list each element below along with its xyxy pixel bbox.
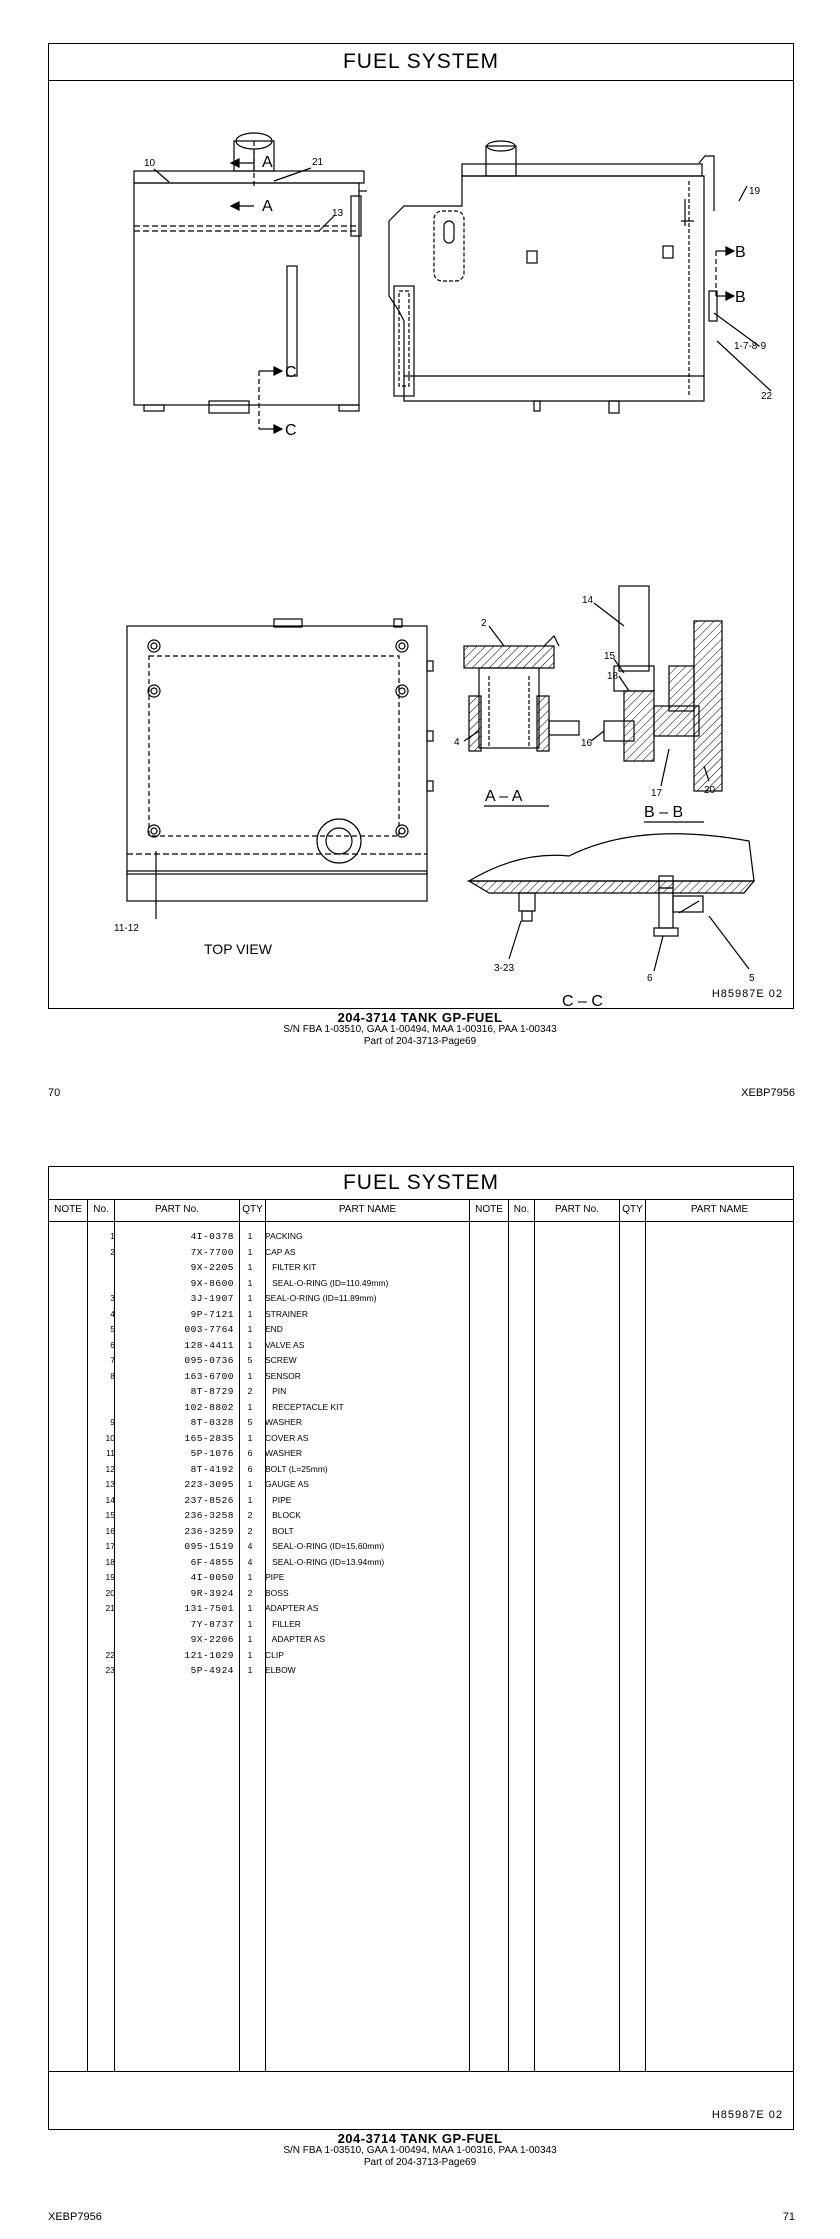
caption-title: 204-3714 TANK GP-FUEL [337, 1010, 503, 1025]
column-divider [534, 1199, 535, 2071]
part-name: SENSOR [265, 1370, 301, 1381]
callout-18: 18 [607, 671, 619, 682]
part-name: GAUGE AS [265, 1479, 309, 1489]
callout-15: 15 [604, 651, 616, 662]
part-number-index: 3 [110, 1293, 115, 1303]
part-name: FILTER KIT [265, 1262, 317, 1272]
top-view-label: TOP VIEW [204, 941, 272, 957]
figure-number: H85987E 02 [711, 988, 783, 1000]
table-row [49, 1508, 469, 1524]
col-qty: QTY [242, 1204, 263, 1215]
part-name: CLIP [265, 1649, 284, 1660]
part-name: PACKING [265, 1231, 303, 1241]
quantity: 1 [247, 1262, 253, 1272]
part-name: BOLT [265, 1525, 294, 1536]
table-row [49, 1338, 469, 1354]
part-number: 003-7764 [184, 1324, 234, 1335]
part-number: 165-2835 [184, 1432, 234, 1444]
part-number-index: 23 [105, 1665, 115, 1675]
callout-19: 19 [749, 186, 761, 197]
part-number: 236-3258 [184, 1510, 234, 1521]
section-label-c-c: C – C [562, 993, 603, 1009]
quantity: 1 [247, 1246, 253, 1257]
section-marker-c-bottom: C [285, 422, 297, 439]
part-name: ELBOW [265, 1665, 296, 1675]
fuel-tank-illustration [49, 81, 792, 1009]
part-number: 095-1519 [184, 1541, 234, 1552]
part-number-index: 18 [105, 1556, 115, 1567]
quantity: 1 [247, 1494, 253, 1505]
table-row [49, 1446, 469, 1462]
callout-1-7-8-9: 1-7-8-9 [734, 341, 767, 352]
quantity: 2 [247, 1510, 253, 1520]
callout-11-12: 11-12 [114, 923, 139, 934]
quantity: 2 [247, 1525, 253, 1536]
part-name: STRAINER [265, 1308, 308, 1319]
part-number-index: 2 [110, 1246, 115, 1257]
part-number-index: 7 [110, 1355, 115, 1365]
table-row [49, 1400, 469, 1416]
page-number-left: 70 [48, 1087, 61, 1099]
callout-17: 17 [651, 788, 663, 799]
parts-list-title: FUEL SYSTEM [49, 1167, 793, 1200]
part-number: 163-6700 [184, 1370, 234, 1382]
table-row [49, 1431, 469, 1447]
part-number-index: 6 [110, 1339, 115, 1350]
callout-6: 6 [647, 973, 653, 984]
quantity: 2 [247, 1587, 253, 1598]
part-number-index: 4 [110, 1308, 115, 1319]
table-row [49, 1276, 469, 1292]
quantity: 1 [247, 1618, 253, 1629]
table-row [49, 1384, 469, 1400]
quantity: 4 [247, 1541, 253, 1551]
column-divider [619, 1199, 620, 2071]
table-row [49, 1493, 469, 1509]
quantity: 1 [247, 1231, 253, 1241]
callout-20: 20 [704, 785, 716, 796]
caption-part-of: Part of 204-3713-Page69 [363, 1036, 477, 1047]
quantity: 1 [247, 1479, 253, 1489]
part-number-index: 1 [110, 1231, 115, 1241]
table-row [49, 1663, 469, 1679]
part-name: PIPE [265, 1494, 292, 1505]
part-number: 128-4411 [184, 1339, 234, 1351]
part-name: WASHER [265, 1417, 302, 1427]
document-code-left: XEBP7956 [48, 2211, 102, 2223]
part-number-index: 12 [105, 1463, 115, 1474]
table-row [49, 1307, 469, 1323]
part-name: BOLT (L=25mm) [265, 1463, 328, 1474]
quantity: 4 [247, 1556, 253, 1567]
caption-serial-2: S/N FBA 1-03510, GAA 1-00494, MAA 1-00316, PAA 1-00343 [283, 2145, 557, 2156]
quantity: 1 [247, 1308, 253, 1319]
table-row [49, 1648, 469, 1664]
part-name: BLOCK [265, 1510, 301, 1520]
part-name: SCREW [265, 1355, 297, 1365]
part-number-index: 9 [110, 1417, 115, 1427]
part-number-index: 8 [110, 1370, 115, 1381]
part-name: WASHER [265, 1448, 302, 1458]
part-number-index: 16 [105, 1525, 115, 1536]
quantity: 1 [247, 1572, 253, 1582]
parts-table-header [49, 1199, 793, 1222]
quantity: 1 [247, 1649, 253, 1660]
table-row [49, 1586, 469, 1602]
part-number: 4I-0050 [190, 1572, 234, 1583]
part-name: BOSS [265, 1587, 289, 1598]
part-name: PIPE [265, 1572, 285, 1582]
section-marker-b-top: B [735, 244, 746, 261]
section-marker-c-top: C [285, 364, 297, 381]
callout-4: 4 [454, 737, 460, 748]
caption-serial: S/N FBA 1-03510, GAA 1-00494, MAA 1-00316, PAA 1-00343 [283, 1024, 557, 1035]
col-part-no: PART No. [155, 1204, 199, 1215]
col-no: No. [93, 1204, 109, 1215]
quantity: 1 [247, 1324, 253, 1334]
page2-caption [0, 2133, 840, 2169]
col-part-name: PART NAME [338, 1204, 397, 1215]
callout-22: 22 [761, 391, 773, 402]
part-number: 9R-3924 [190, 1587, 234, 1599]
part-name: FILLER [265, 1618, 301, 1629]
part-number: 5P-4924 [190, 1665, 234, 1676]
table-row [49, 1369, 469, 1385]
col-part-no-2: PART No. [555, 1204, 599, 1215]
part-number: 9X-2205 [190, 1262, 234, 1273]
caption-title-2: 204-3714 TANK GP-FUEL [337, 2131, 503, 2146]
quantity: 1 [247, 1339, 253, 1350]
part-number: 9P-7121 [190, 1308, 234, 1320]
part-name: SEAL-O-RING (ID=11.89mm) [265, 1293, 377, 1303]
part-number-index: 10 [105, 1432, 115, 1443]
part-name: SEAL-O-RING (ID=15.60mm) [265, 1541, 385, 1551]
callout-21: 21 [312, 157, 324, 168]
part-number-index: 15 [105, 1510, 115, 1520]
part-number: 102-8802 [184, 1401, 234, 1413]
page-number-right: 71 [782, 2211, 795, 2223]
part-number: 8T-0328 [190, 1417, 234, 1428]
page-title: FUEL SYSTEM [49, 44, 793, 81]
callout-3-23: 3-23 [494, 963, 515, 974]
table-row [49, 1539, 469, 1555]
part-number: 8T-4192 [190, 1463, 234, 1475]
table-row [49, 1322, 469, 1338]
parts-list-page-frame [48, 1166, 794, 2130]
part-number-index: 19 [105, 1572, 115, 1582]
part-name: VALVE AS [265, 1339, 305, 1350]
page1-caption [0, 1012, 840, 1048]
part-number: 223-3095 [184, 1479, 234, 1490]
parts-figure-number: H85987E 02 [711, 2109, 783, 2121]
table-row [49, 1260, 469, 1276]
part-number: 3J-1907 [190, 1293, 234, 1304]
quantity: 1 [247, 1603, 253, 1613]
part-number: 236-3259 [184, 1525, 234, 1537]
part-number-index: 13 [105, 1479, 115, 1489]
table-row [49, 1415, 469, 1431]
illustration-page-frame [48, 43, 794, 1009]
quantity: 1 [247, 1401, 253, 1412]
part-number-index: 5 [110, 1324, 115, 1334]
section-marker-b-bottom: B [735, 289, 746, 306]
quantity: 1 [247, 1277, 253, 1288]
part-name: ADAPTER AS [265, 1603, 319, 1613]
part-number: 237-8526 [184, 1494, 234, 1506]
table-row [49, 1524, 469, 1540]
section-label-a-a: A – A [485, 788, 523, 805]
callout-14: 14 [582, 595, 594, 606]
column-divider [645, 1199, 646, 2071]
part-number-index: 20 [105, 1587, 115, 1598]
table-row [49, 1555, 469, 1571]
part-name: ADAPTER AS [265, 1634, 325, 1644]
table-bottom-rule [49, 2071, 793, 2072]
document-code-right: XEBP7956 [741, 1087, 795, 1099]
quantity: 1 [247, 1432, 253, 1443]
table-row [49, 1353, 469, 1369]
table-row [49, 1462, 469, 1478]
part-number: 121-1029 [184, 1649, 234, 1661]
section-label-b-b: B – B [644, 804, 684, 821]
part-number: 5P-1076 [190, 1448, 234, 1459]
quantity: 1 [247, 1634, 253, 1644]
part-number: 9X-2206 [190, 1634, 234, 1645]
quantity: 2 [247, 1386, 253, 1396]
callout-13: 13 [332, 208, 344, 219]
part-number-index: 14 [105, 1494, 115, 1505]
part-name: SEAL-O-RING (ID=13.94mm) [265, 1556, 385, 1567]
part-number: 8T-8729 [190, 1386, 234, 1397]
quantity: 1 [247, 1665, 253, 1675]
col-part-name-2: PART NAME [690, 1204, 749, 1215]
quantity: 1 [247, 1293, 253, 1303]
table-row [49, 1245, 469, 1261]
part-number-index: 21 [105, 1603, 115, 1613]
part-number: 7Y-8737 [190, 1618, 234, 1630]
part-number-index: 11 [106, 1448, 115, 1458]
part-number: 4I-0378 [190, 1231, 234, 1242]
column-divider [469, 1199, 470, 2071]
table-row [49, 1570, 469, 1586]
quantity: 6 [247, 1448, 253, 1458]
part-number: 6F-4855 [190, 1556, 234, 1568]
part-name: END [265, 1324, 283, 1334]
section-marker-a-bottom: A [262, 198, 273, 215]
table-row [49, 1291, 469, 1307]
part-number-index: 17 [105, 1541, 115, 1551]
callout-2: 2 [481, 618, 487, 629]
table-row [49, 1601, 469, 1617]
part-name: SEAL-O-RING (ID=110.49mm) [265, 1277, 389, 1288]
callout-10: 10 [144, 158, 156, 169]
table-row [49, 1477, 469, 1493]
table-row [49, 1617, 469, 1633]
parts-table-body [49, 1229, 469, 2069]
part-name: CAP AS [265, 1246, 296, 1257]
section-marker-a-top: A [262, 154, 273, 171]
caption-part-of-2: Part of 204-3713-Page69 [363, 2157, 477, 2168]
col-note: NOTE [54, 1204, 82, 1215]
quantity: 6 [247, 1463, 253, 1474]
quantity: 5 [247, 1417, 253, 1427]
part-number: 7X-7700 [190, 1246, 234, 1258]
table-row [49, 1632, 469, 1648]
quantity: 1 [247, 1370, 253, 1381]
col-qty-2: QTY [622, 1204, 643, 1215]
callout-5: 5 [749, 973, 755, 984]
callout-16: 16 [581, 738, 593, 749]
part-number-index: 22 [105, 1649, 115, 1660]
part-name: RECEPTACLE KIT [265, 1401, 344, 1412]
quantity: 5 [247, 1355, 253, 1365]
col-note-2: NOTE [475, 1204, 503, 1215]
table-row [49, 1229, 469, 1245]
part-number: 9X-8600 [190, 1277, 234, 1289]
col-no-2: No. [513, 1204, 530, 1215]
column-divider [508, 1199, 509, 2071]
part-number: 131-7501 [184, 1603, 234, 1614]
part-name: COVER AS [265, 1432, 309, 1443]
part-name: PIN [265, 1386, 287, 1396]
part-number: 095-0736 [184, 1355, 234, 1366]
